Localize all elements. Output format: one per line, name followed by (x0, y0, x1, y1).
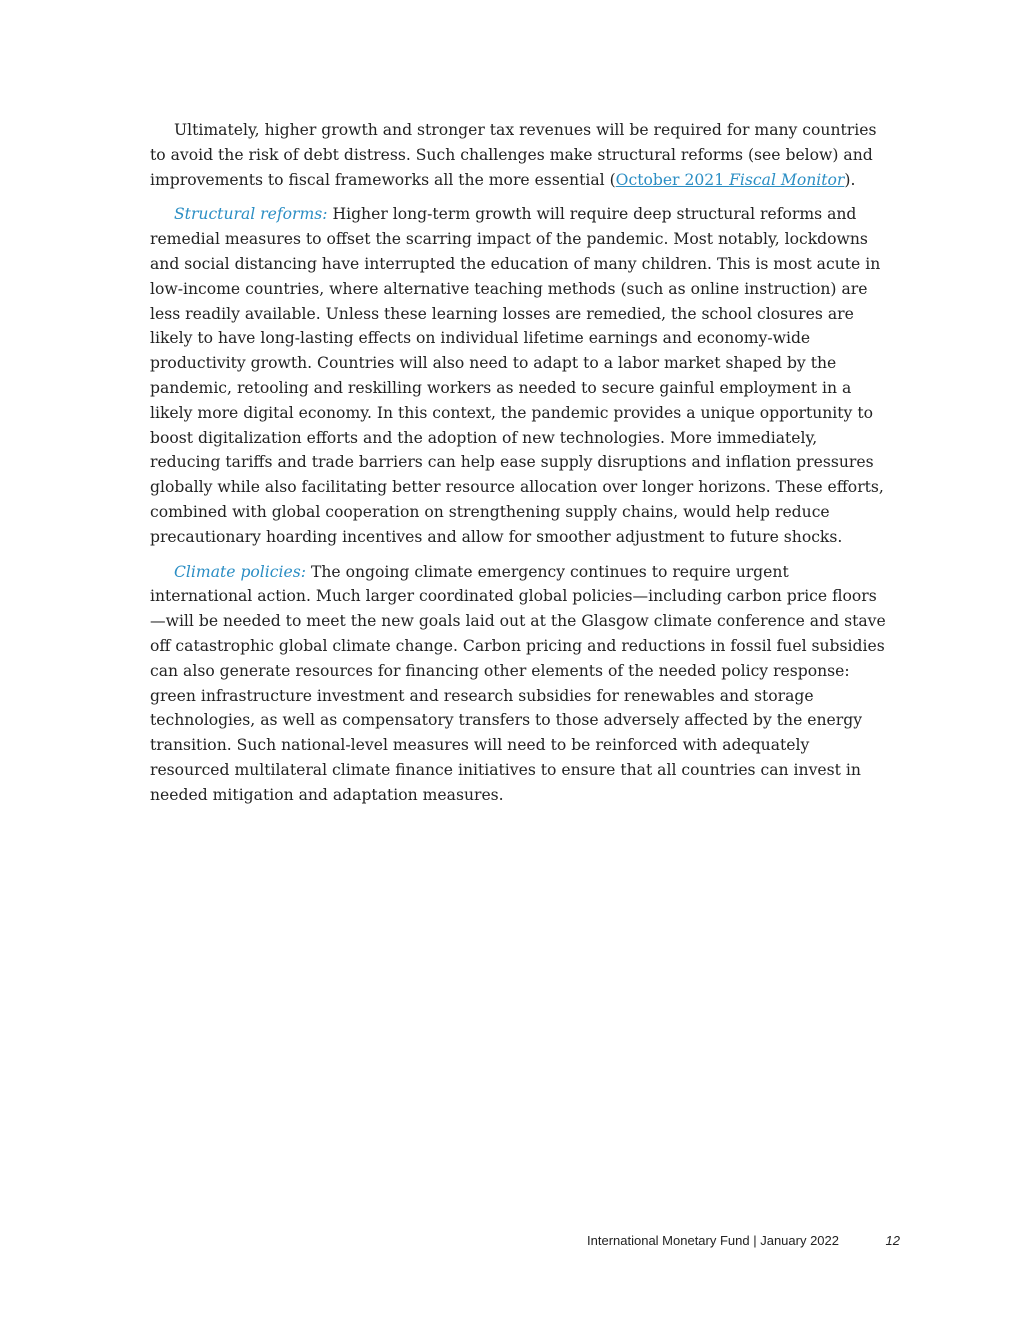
paragraph-text-end: ). (844, 170, 856, 189)
paragraph-ultimately (150, 118, 892, 192)
paragraph-text: Ultimately, higher growth and stronger tax revenues will be required for many countries to avoid the risk of debt distress. Such challenges make structural reforms (see below) and improvements to fiscal frameworks all the more essential ( (150, 121, 877, 189)
fiscal-monitor-link[interactable] (616, 171, 845, 189)
paragraph-climate-policies (150, 560, 892, 808)
body-text (150, 118, 892, 818)
page-footer (0, 1231, 1020, 1251)
page-number: 12 (885, 1233, 900, 1248)
link-title: Fiscal Monitor (729, 170, 845, 189)
paragraph-structural-reforms (150, 202, 892, 549)
paragraph-text: The ongoing climate emergency continues to require urgent international action. Much larger coordinated global policies—including carbon price floors—will be needed to meet the new goals laid out at the Glasgow climate conference and stave off catastrophic global climate change. Carbon pricing and reductions in fossil fuel subsidies can also generate resources for financing other elements of the needed policy response: green infrastructure investment and research subsidies for renewables and storage technologies, as well as compensatory transfers to those adversely affected by the energy transition. Such national-level measures will need to be reinforced with adequately resourced multilateral climate finance initiatives to ensure that all countries can invest in needed mitigation and adaptation measures. (150, 562, 886, 804)
link-text: October 2021 (615, 170, 730, 189)
paragraph-text: Higher long-term growth will require deep structural reforms and remedial measures to offset the scarring impact of the pandemic. Most notably, lockdowns and social distancing have interrupted the education of many children. This is most acute in low-income countries, where alternative teaching methods (such as online instruction) are less readily available. Unless these learning losses are remedied, the school closures are likely to have long-lasting effects on individual lifetime earnings and economy-wide productivity growth. Countries will also need to adapt to a labor market shaped by the pandemic, retooling and reskilling workers as needed to secure gainful employment in a likely more digital economy. In this context, the pandemic provides a unique opportunity to boost digitalization efforts and the adoption of new technologies. More immediately, reducing tariffs and trade barriers can help ease supply disruptions and inflation pressures globally while also facilitating better resource allocation over longer horizons. These efforts, combined with global cooperation on strengthening supply chains, would help reduce precautionary hoarding incentives and allow for smoother adjustment to future shocks. (150, 205, 884, 546)
structural-reforms-heading: Structural reforms: (174, 205, 328, 224)
climate-policies-heading: Climate policies: (174, 562, 306, 581)
footer-source: International Monetary Fund | January 2022 (587, 1233, 839, 1248)
